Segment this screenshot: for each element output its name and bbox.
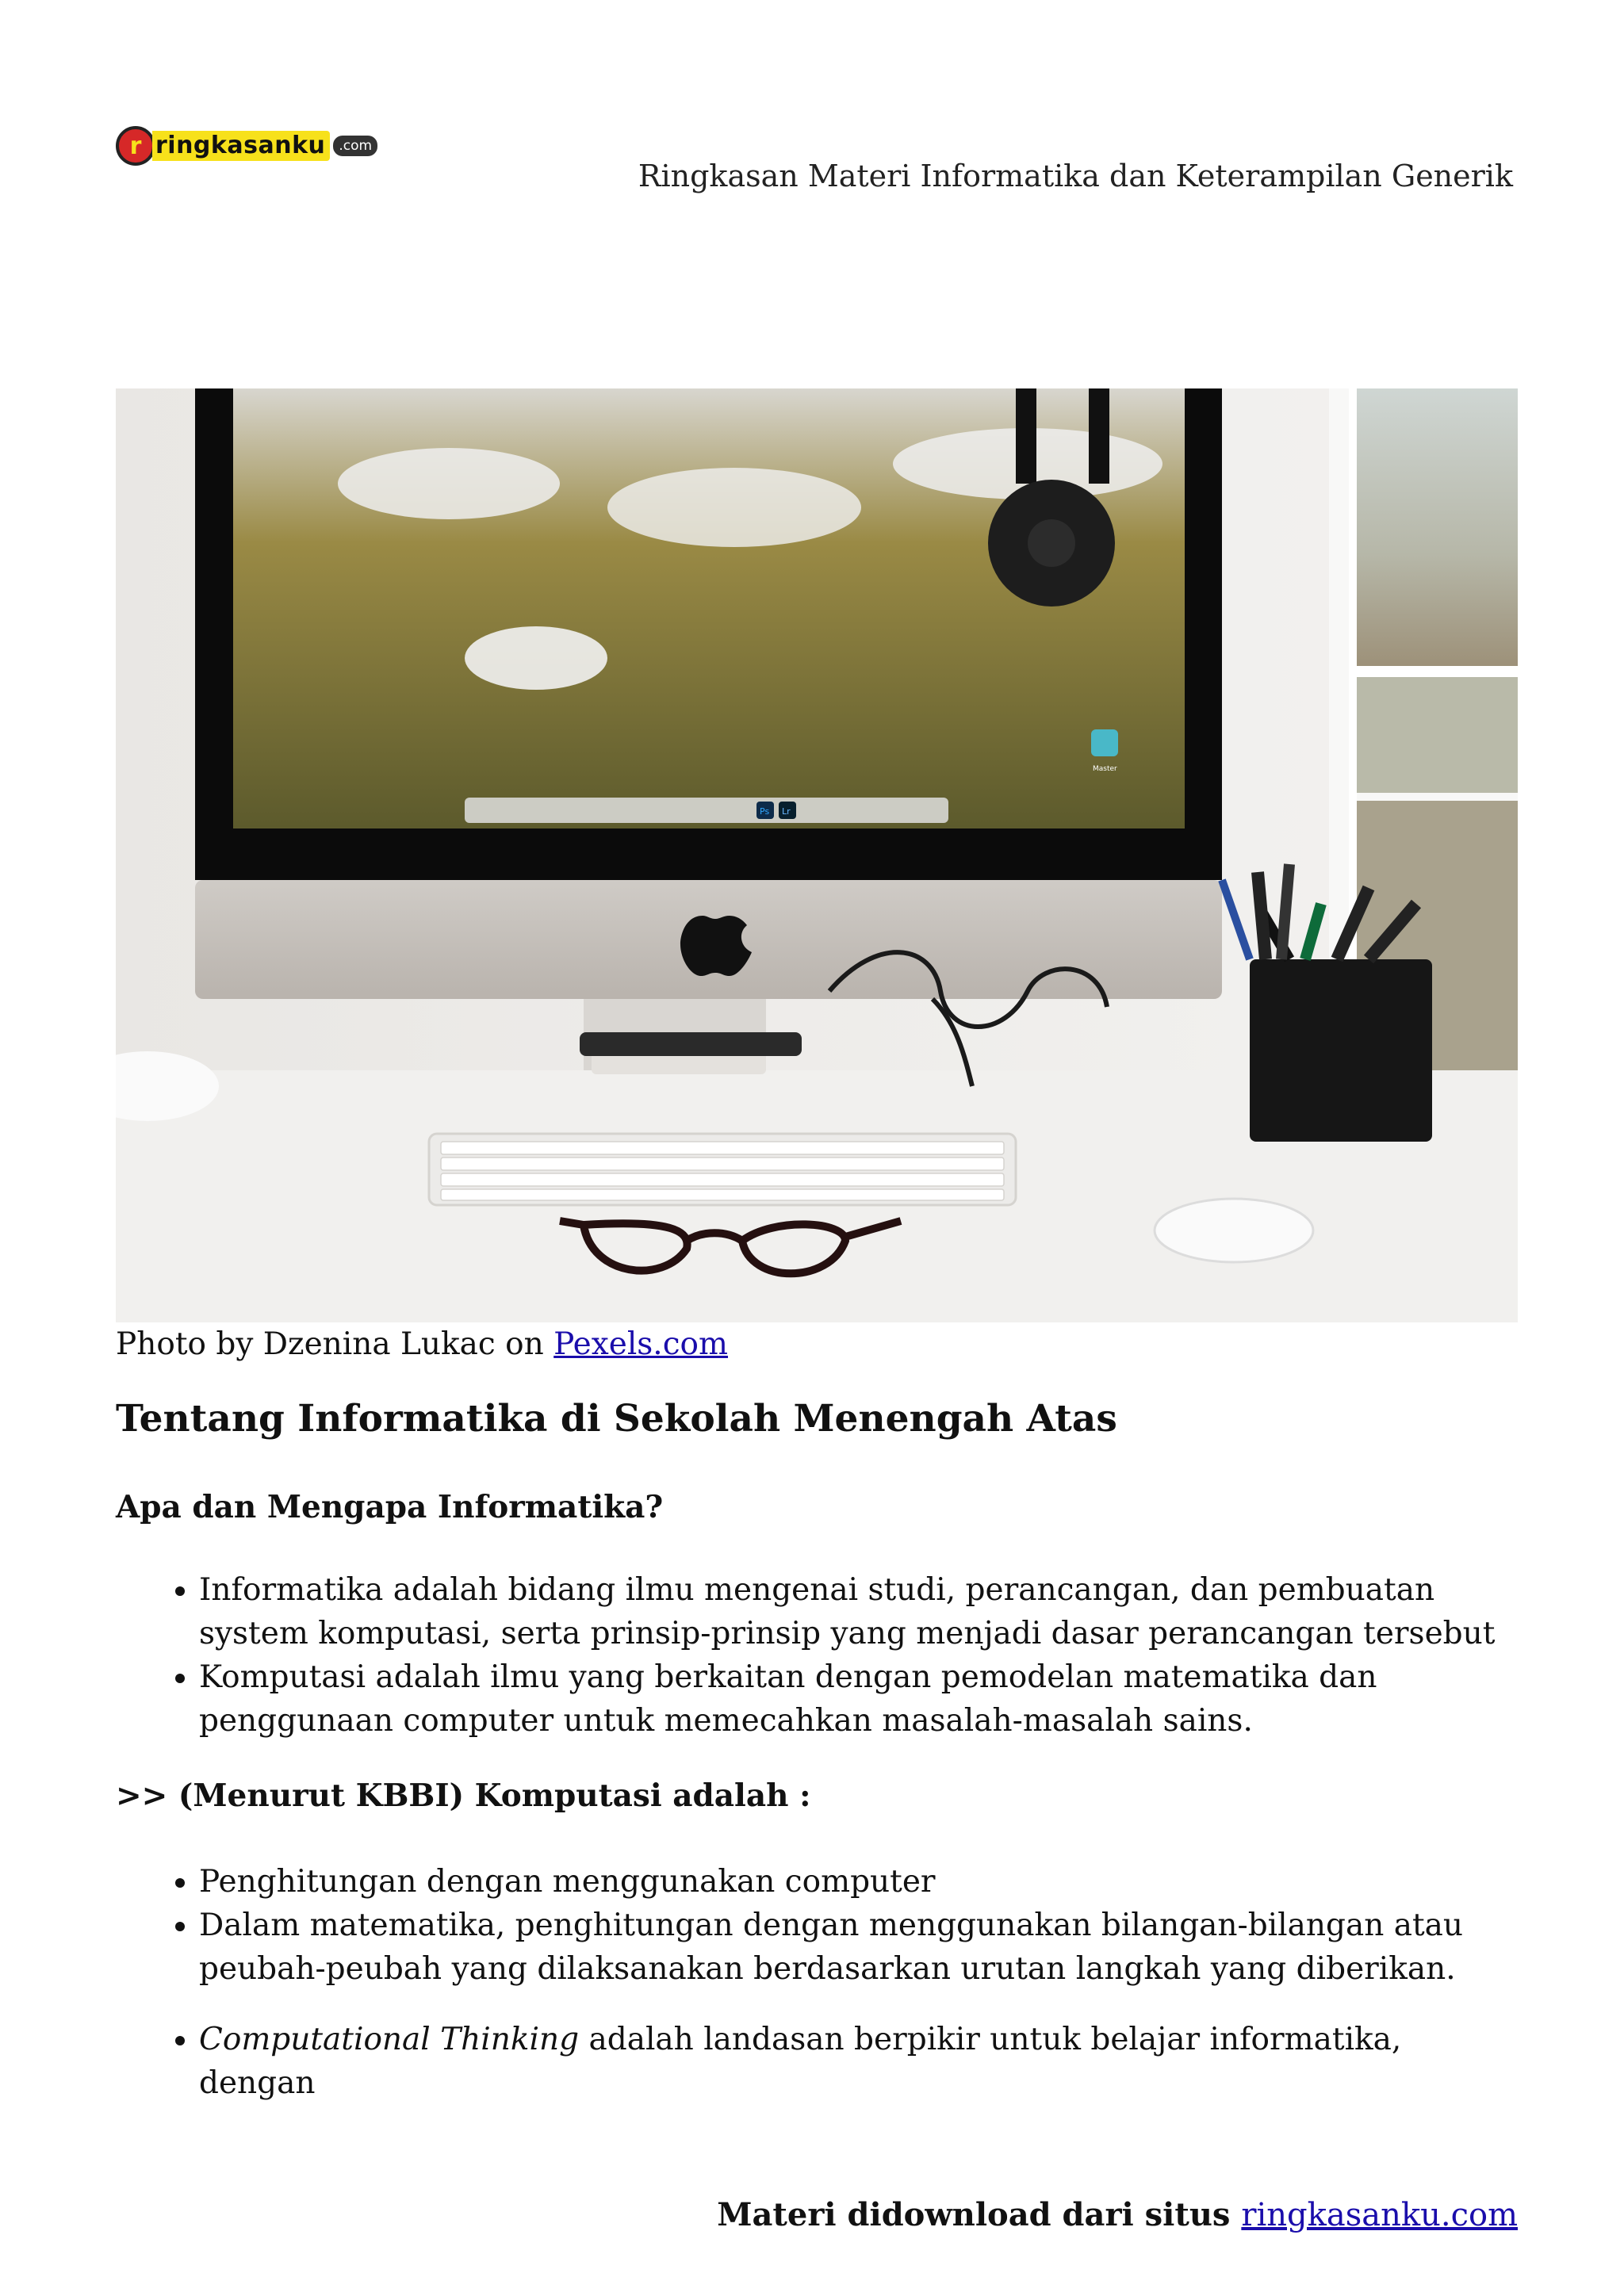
footer-site-link[interactable]: ringkasanku.com bbox=[1241, 2197, 1518, 2233]
list-item: • Informatika adalah bidang ilmu mengenai studi, perancangan, dan pembuatan system komputasi, serta prinsip-prinsip yang menjadi dasar perancangan tersebut bbox=[199, 1568, 1527, 1655]
document-header-title: Ringkasan Materi Informatika dan Keterampilan Generik bbox=[638, 159, 1513, 193]
subheading-apa-informatika: Apa dan Mengapa Informatika? bbox=[116, 1489, 664, 1525]
logo-wordmark: ringkasanku bbox=[152, 131, 330, 161]
svg-text:Ps: Ps bbox=[760, 806, 770, 817]
keyboard bbox=[429, 1134, 1016, 1205]
footer-label: Materi didownload dari situs bbox=[717, 2196, 1242, 2233]
svg-text:Lr: Lr bbox=[782, 806, 791, 817]
site-logo[interactable] bbox=[116, 124, 377, 168]
ct-bullet-list bbox=[116, 2018, 1527, 2105]
pexels-link[interactable]: Pexels.com bbox=[553, 1326, 729, 1362]
ct-term: Computational Thinking bbox=[199, 2022, 580, 2057]
photo-caption bbox=[116, 1322, 728, 1367]
caption-text: Photo by Dzenina Lukac on bbox=[116, 1326, 554, 1362]
kbbi-bullet-list bbox=[116, 1860, 1527, 1991]
informatika-bullet-list bbox=[116, 1568, 1527, 1743]
svg-text:Master: Master bbox=[1093, 765, 1117, 773]
page-footer bbox=[717, 2196, 1518, 2233]
logo-badge: r bbox=[116, 126, 155, 166]
list-item: • Penghitungan dengan menggunakan computer bbox=[199, 1860, 1527, 1904]
subheading-kbbi: >> (Menurut KBBI) Komputasi adalah : bbox=[116, 1777, 811, 1814]
list-item bbox=[199, 2018, 1527, 2105]
list-item: • Komputasi adalah ilmu yang berkaitan dengan pemodelan matematika dan penggunaan computer untuk memecahkan masalah-masalah sains. bbox=[199, 1655, 1527, 1743]
mouse bbox=[1155, 1199, 1313, 1262]
desk-photo-illustration bbox=[116, 388, 1518, 1322]
hero-photo bbox=[116, 388, 1518, 1322]
section-heading: Tentang Informatika di Sekolah Menengah Atas bbox=[116, 1397, 1117, 1441]
list-item: • Dalam matematika, penghitungan dengan menggunakan bilangan-bilangan atau peubah-peubah yang dilaksanakan berdasarkan urutan langkah yang diberikan. bbox=[199, 1904, 1527, 1991]
ct-text: adalah landasan berpikir untuk belajar informatika, dengan bbox=[199, 2022, 1402, 2101]
logo-tld: .com bbox=[333, 136, 377, 156]
